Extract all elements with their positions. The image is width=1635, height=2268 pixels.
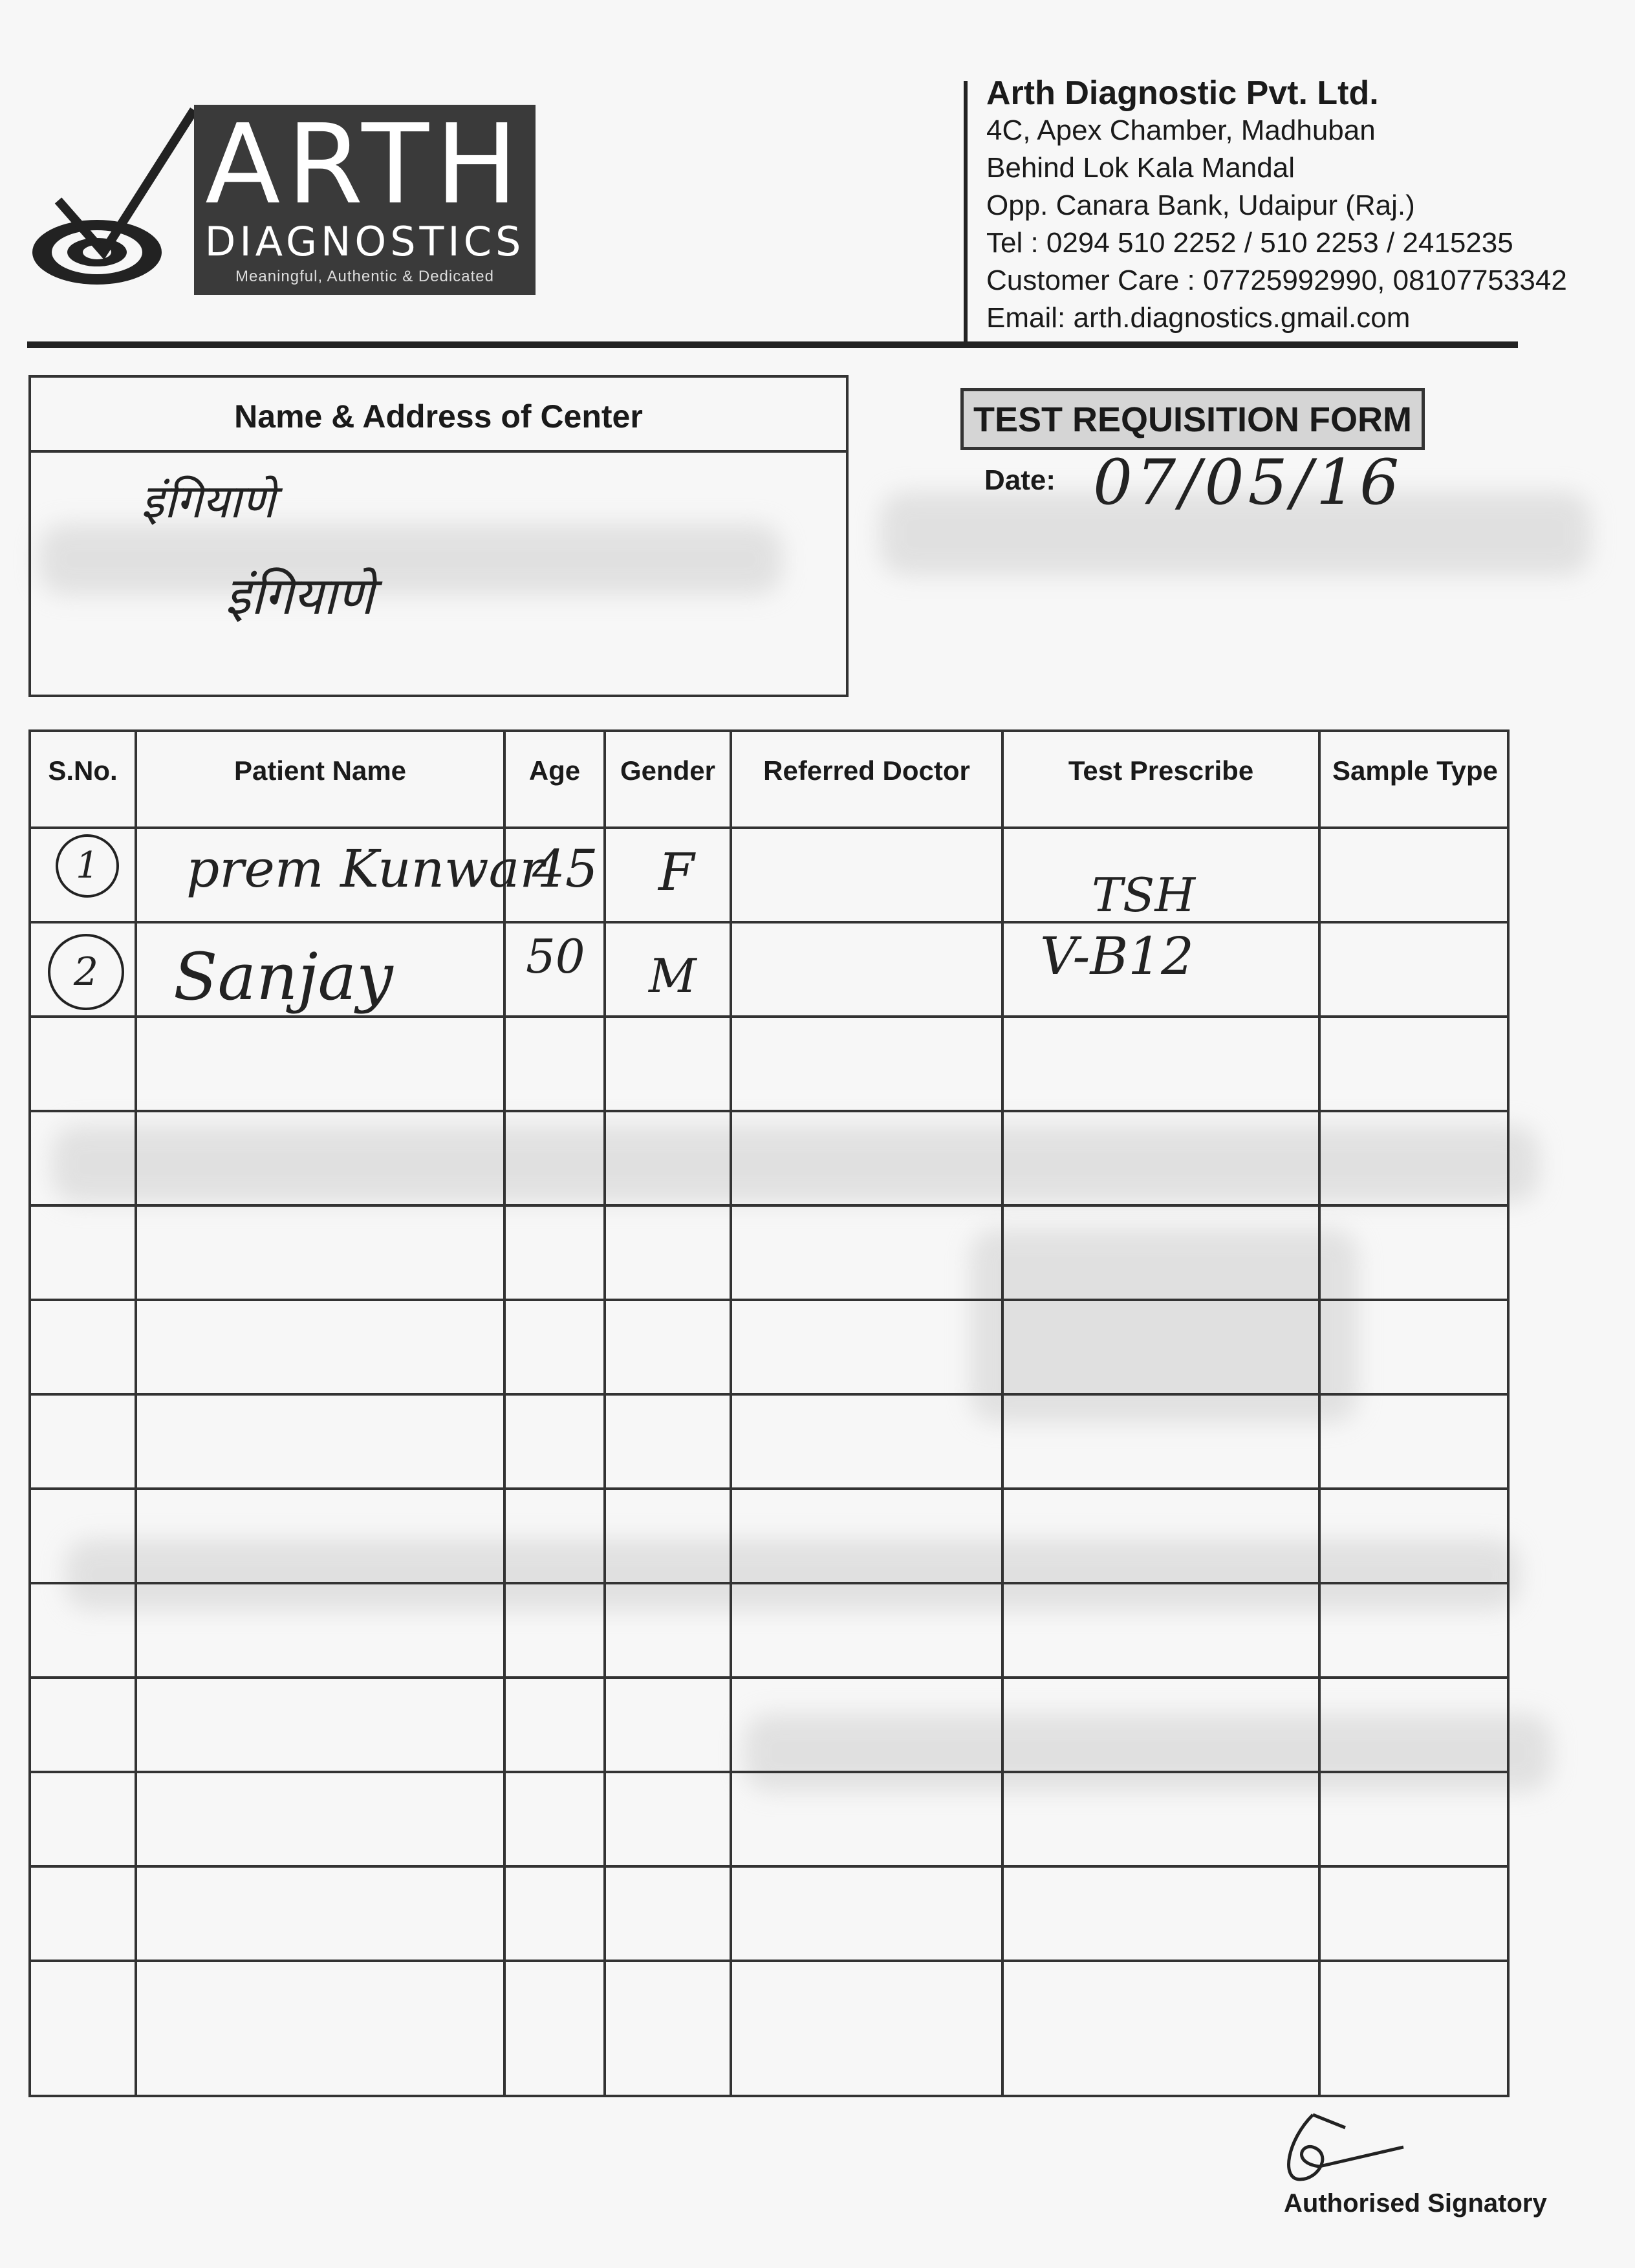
table-row-line [31,1015,1507,1018]
address-line: Opp. Canara Bank, Udaipur (Raj.) [986,189,1415,221]
row-patient-name: prem Kunwar [186,839,545,899]
center-handwritten-2: इंगियाणे [225,566,374,626]
header-referred-doctor: Referred Doctor [763,755,970,786]
header-divider [964,81,968,346]
header-patient-name: Patient Name [233,755,407,786]
row-gender: F [658,842,695,902]
header-test-prescribe: Test Prescribe [1068,755,1254,786]
table-row-line [31,1582,1507,1584]
header-sample-type: Sample Type [1332,755,1498,786]
table-row-line [31,1676,1507,1679]
address-line: 4C, Apex Chamber, Madhuban [986,114,1376,146]
table-row-line [31,1865,1507,1868]
table-col-line [603,732,606,2095]
row-test: TSH [1092,868,1196,922]
company-name: Arth Diagnostic Pvt. Ltd. [986,74,1379,112]
center-title: Name & Address of Center [31,378,846,453]
requisition-table [28,729,1510,2097]
row-age: 45 [532,839,598,899]
logo-box [194,101,536,295]
table-row-line [31,826,1507,829]
table-col-line [1318,732,1321,2095]
date-label: Date: [984,464,1056,496]
date-value: 07/05/16 [1093,446,1403,519]
logo-check-icon [52,103,200,265]
row-sno: 2 [48,934,124,1010]
center-handwritten-1: इंगियाणे [141,474,276,528]
table-row-line [31,1204,1507,1207]
table-col-line [1001,732,1004,2095]
logo-tagline: Meaningful, Authentic & Dedicated [235,268,494,285]
header-age: Age [528,755,581,786]
table-row-line [31,1960,1507,1962]
row-patient-name: Sanjay [173,939,393,1015]
address-line: Email: arth.diagnostics.gmail.com [986,302,1411,334]
table-row-line [31,1393,1507,1396]
signature-mark [1274,2102,1416,2192]
header-gender: Gender [620,755,716,786]
table-col-line [730,732,732,2095]
row-test: V-B12 [1040,926,1195,986]
logo-subword: DIAGNOSTICS [204,218,525,265]
address-line: Tel : 0294 510 2252 / 510 2253 / 2415235 [986,227,1513,259]
logo-word: ARTH [205,101,525,229]
table-row-line [31,1299,1507,1301]
table-row-line [31,1771,1507,1773]
company-info [986,74,1567,337]
table-row-line [31,1487,1507,1490]
row-age: 50 [526,929,585,984]
header-rule [27,341,1518,348]
center-box [28,375,849,697]
table-row-line [31,1110,1507,1112]
table-row-line [31,921,1507,923]
authorised-signatory-label: Authorised Signatory [1284,2189,1547,2218]
row-gender: M [649,949,697,1003]
table-col-line [135,732,137,2095]
row-sno: 1 [56,834,119,898]
table-col-line [503,732,506,2095]
form-title: TEST REQUISITION FORM [960,388,1425,450]
header-sno: S.No. [48,755,118,786]
address-line: Behind Lok Kala Mandal [986,152,1295,184]
address-line: Customer Care : 07725992990, 08107753342 [986,265,1567,296]
